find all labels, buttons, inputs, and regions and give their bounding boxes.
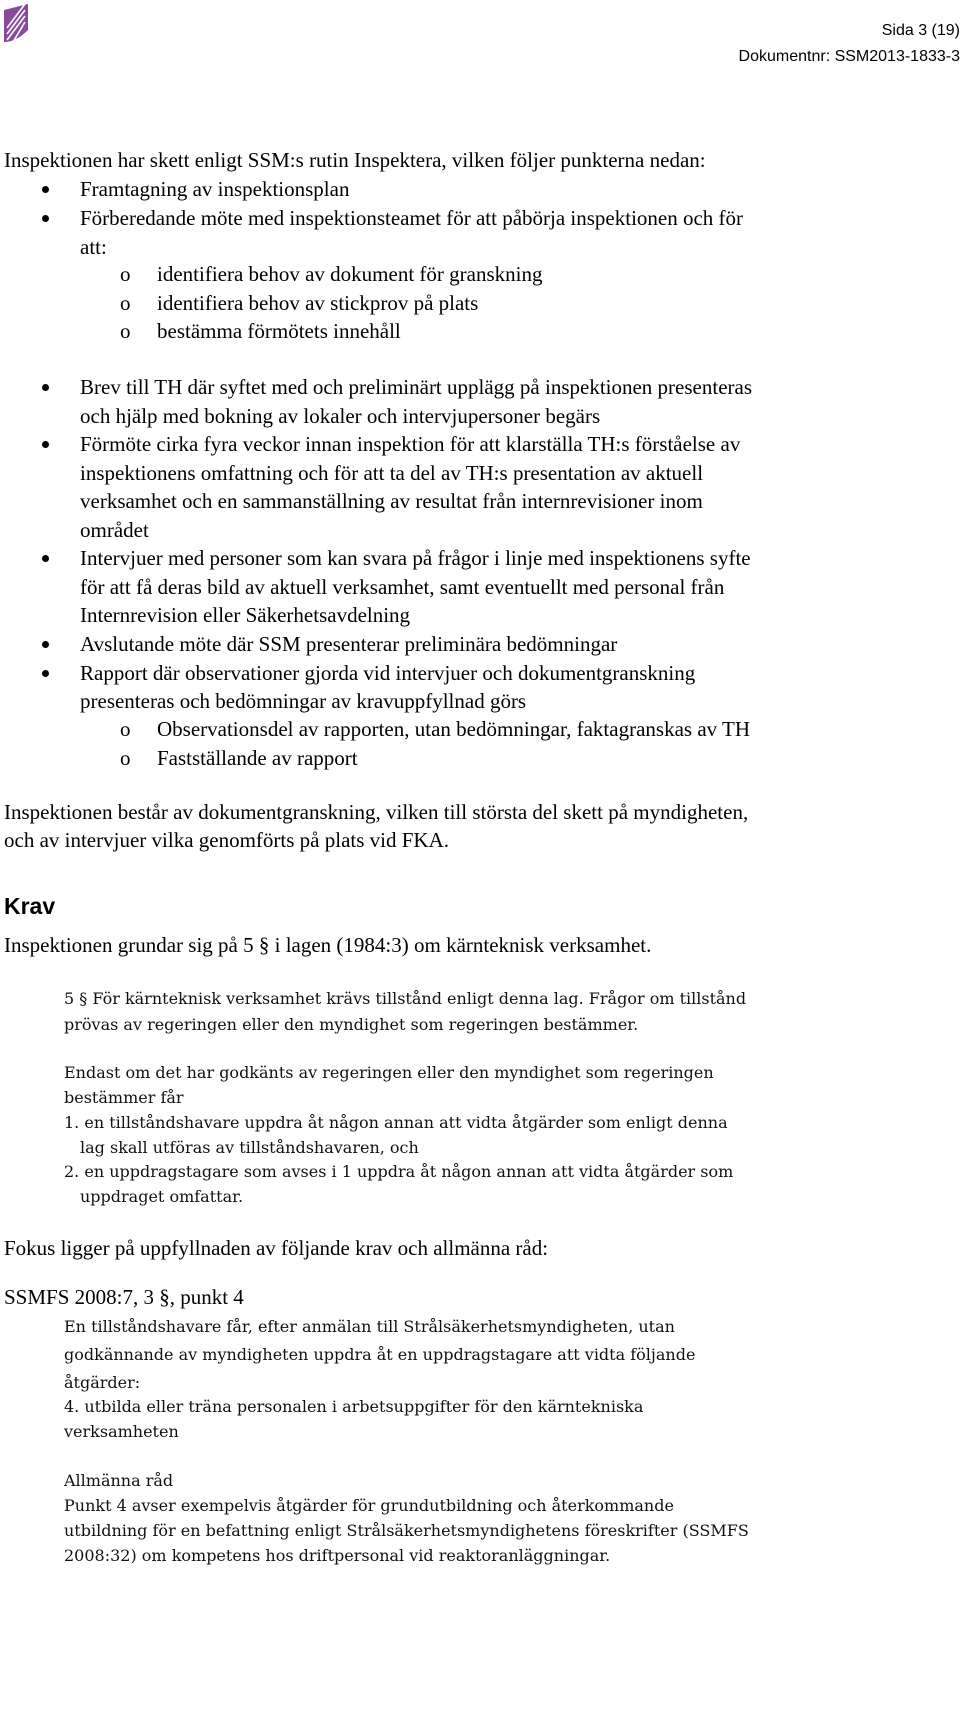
intro-text: Inspektionen har skett enligt SSM:s rutin Inspektera, vilken följer punkterna nedan:: [4, 148, 706, 172]
paragraph-consists: Inspektionen består av dokumentgranskning, vilken till största del skett på myndigheten,: [4, 800, 749, 824]
bullet-icon: [42, 555, 49, 562]
page-number: Sida 3 (19): [881, 22, 960, 39]
quote-line: åtgärder:: [64, 1373, 141, 1392]
quote-list-item-continuation: lag skall utföras av tillståndshavaren, och: [80, 1138, 419, 1157]
quote-line: bestämmer får: [64, 1088, 184, 1107]
quote-line: Punkt 4 avser exempelvis åtgärder för grundutbildning och återkommande: [64, 1496, 674, 1515]
quote-list-item: 2. en uppdragstagare som avses i 1 uppdra åt någon annan att vidta åtgärder som: [64, 1162, 734, 1181]
list-item-continuation: och hjälp med bokning av lokaler och intervjupersoner begärs: [80, 404, 601, 428]
sub-bullet-icon: o: [120, 291, 131, 315]
ssm-logo-icon: [4, 4, 32, 42]
sub-list-item: identifiera behov av stickprov på plats: [157, 291, 479, 315]
list-item-continuation: för att få deras bild av aktuell verksamhet, samt eventuellt med personal från: [80, 575, 725, 599]
sub-bullet-icon: o: [120, 746, 131, 770]
sub-bullet-icon: o: [120, 717, 131, 741]
focus-text: Fokus ligger på uppfyllnaden av följande krav och allmänna råd:: [4, 1236, 549, 1260]
list-item-continuation: området: [80, 518, 149, 542]
quote-line: En tillståndshavare får, efter anmälan till Strålsäkerhetsmyndigheten, utan: [64, 1317, 675, 1336]
bullet-icon: [42, 215, 49, 222]
sub-list-item: bestämma förmötets innehåll: [157, 319, 401, 343]
quote-line: verksamheten: [64, 1422, 179, 1441]
list-item: Avslutande möte där SSM presenterar preliminära bedömningar: [80, 632, 618, 656]
list-item-continuation: inspektionens omfattning och för att ta del av TH:s presentation av aktuell: [80, 461, 704, 485]
bullet-icon: [42, 670, 49, 677]
bullet-icon: [42, 441, 49, 448]
paragraph-consists-continuation: och av intervjuer vilka genomförts på plats vid FKA.: [4, 828, 449, 852]
general-advice-title: Allmänna råd: [64, 1471, 174, 1490]
list-item: Rapport där observationer gjorda vid intervjuer och dokumentgranskning: [80, 661, 696, 685]
list-item-continuation: presenteras och bedömningar av kravuppfyllnad görs: [80, 689, 527, 713]
list-item-continuation: Internrevision eller Säkerhetsavdelning: [80, 603, 411, 627]
quote-list-item: 1. en tillståndshavare uppdra åt någon annan att vidta åtgärder som enligt denna: [64, 1113, 728, 1132]
quote-line: 5 § För kärnteknisk verksamhet krävs tillstånd enligt denna lag. Frågor om tillstånd: [64, 989, 747, 1008]
quote-line: 4. utbilda eller träna personalen i arbetsuppgifter för den kärntekniska: [64, 1397, 644, 1416]
bullet-icon: [42, 384, 49, 391]
krav-basis: Inspektionen grundar sig på 5 § i lagen (1984:3) om kärnteknisk verksamhet.: [4, 933, 652, 957]
list-item-continuation: att:: [80, 235, 107, 259]
list-item: Förmöte cirka fyra veckor innan inspektion för att klarställa TH:s förståelse av: [80, 432, 741, 456]
list-item: Intervjuer med personer som kan svara på frågor i linje med inspektionens syfte: [80, 546, 751, 570]
sub-list-item: Observationsdel av rapporten, utan bedömningar, faktagranskas av TH: [157, 717, 751, 741]
sub-bullet-icon: o: [120, 319, 131, 343]
bullet-icon: [42, 186, 49, 193]
section-heading-krav: Krav: [4, 893, 56, 919]
quote-line: utbildning för en befattning enligt Strålsäkerhetsmyndighetens föreskrifter (SSMFS: [64, 1521, 749, 1540]
quote-line: 2008:32) om kompetens hos driftpersonal vid reaktoranläggningar.: [64, 1546, 611, 1565]
sub-bullet-icon: o: [120, 262, 131, 286]
sub-list-item: Fastställande av rapport: [157, 746, 358, 770]
document-number: Dokumentnr: SSM2013-1833-3: [738, 48, 960, 65]
list-item-continuation: verksamhet och en sammanställning av resultat från internrevisioner inom: [80, 489, 703, 513]
list-item: Framtagning av inspektionsplan: [80, 177, 350, 201]
list-item: Förberedande möte med inspektionsteamet för att påbörja inspektionen och för: [80, 206, 744, 230]
list-item: Brev till TH där syftet med och preliminärt upplägg på inspektionen presenteras: [80, 375, 753, 399]
quote-line: prövas av regeringen eller den myndighet som regeringen bestämmer.: [64, 1015, 639, 1034]
quote-line: godkännande av myndigheten uppdra åt en uppdragstagare att vidta följande: [64, 1345, 696, 1364]
sub-list-item: identifiera behov av dokument för granskning: [157, 262, 543, 286]
regulation-reference: SSMFS 2008:7, 3 §, punkt 4: [4, 1285, 244, 1309]
bullet-icon: [42, 641, 49, 648]
quote-line: Endast om det har godkänts av regeringen eller den myndighet som regeringen: [64, 1063, 714, 1082]
quote-list-item-continuation: uppdraget omfattar.: [80, 1187, 244, 1206]
